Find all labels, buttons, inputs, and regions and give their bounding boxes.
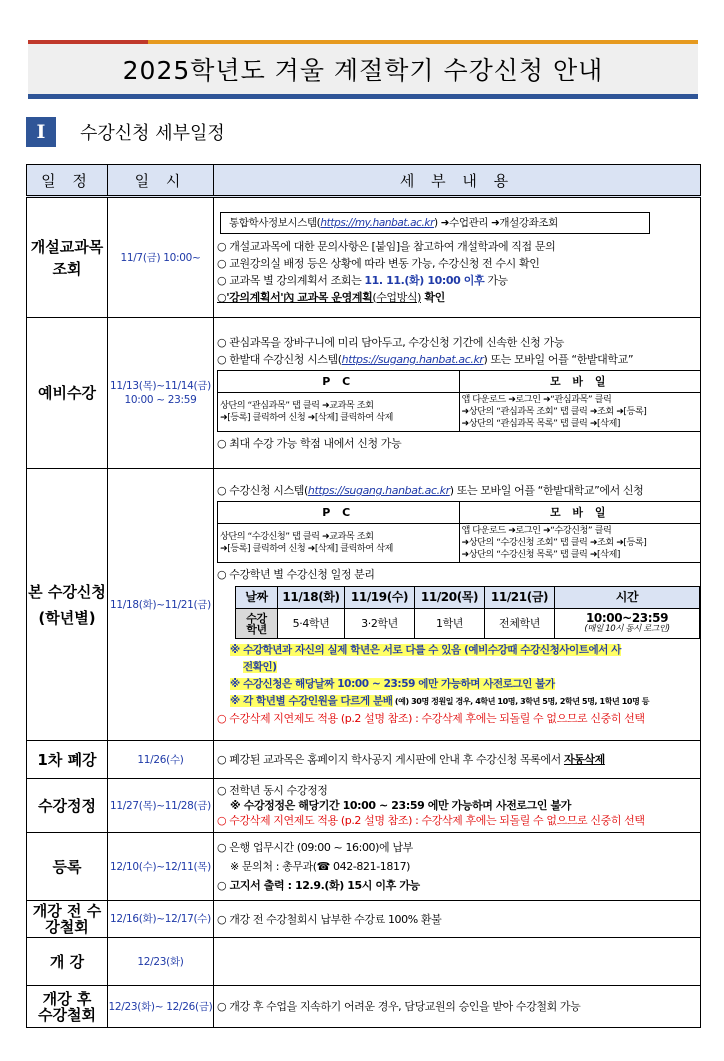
detail-line: ○ 전학년 동시 수강정정 — [217, 784, 328, 797]
grade-label: 수강 학년 — [236, 609, 278, 639]
grade-cell: 전체학년 — [485, 609, 555, 639]
mobile-header: 모 바 일 — [459, 371, 701, 393]
row-date: 11/18(화)~11/21(금) — [108, 469, 214, 741]
detail-line: ※ 수강정정은 해당기간 10:00 ~ 23:59 에만 가능하며 사전로그인 불가 — [230, 799, 571, 812]
table-row — [27, 469, 701, 741]
header-detail: 세 부 내 용 — [214, 165, 701, 197]
detail-line: ○ 개설교과목에 대한 문의사항은 [붙임]을 참고하여 개설학과에 직접 문의 — [217, 239, 556, 253]
title-box — [28, 44, 698, 94]
row-date: 11/13(목)~11/14(금) 10:00 ~ 23:59 — [108, 318, 214, 469]
sugang-link[interactable]: https://sugang.hanbat.ac.kr — [307, 484, 450, 497]
pc-mobile-table — [217, 501, 701, 563]
row-detail — [214, 938, 701, 986]
row-detail — [214, 469, 701, 741]
warning-line: ○ 수강삭제 지연제도 적용 (p.2 설명 참조) : 수강삭제 후에는 되돌릴 수 없으므로 신중히 선택 — [217, 814, 645, 827]
note-line: ※ 수강신청은 해당날짜 10:00 ~ 23:59 에만 가능하며 사전로그인 불가 — [230, 678, 555, 690]
note-line: 전확인) — [243, 661, 277, 673]
row-label: 개설교과목 조회 — [27, 197, 108, 318]
path-text-post: ) ➜수업관리 ➜개설강좌조회 — [434, 216, 558, 229]
table-row — [27, 938, 701, 986]
row-detail — [214, 318, 701, 469]
row-date: 12/23(화)~ 12/26(금) — [108, 986, 214, 1028]
detail-line: ○ 수강학년 별 수강신청 일정 분리 — [217, 568, 375, 581]
detail-line: ○ 교원강의실 배정 등은 상황에 따라 변동 가능, 수강신청 전 수시 확인 — [217, 256, 540, 270]
path-text: 통합학사정보시스템( — [229, 216, 321, 229]
row-detail — [214, 197, 701, 318]
row-detail — [214, 833, 701, 901]
detail-line: ○ 폐강된 교과목은 홈페이지 학사공지 게시판에 안내 후 수강신청 목록에서 자동삭제 — [217, 753, 605, 766]
detail-line: ○ 최대 수강 가능 학점 내에서 신청 가능 — [217, 437, 402, 450]
detail-line: ○'강의계획서'內 교과목 운영계획(수업방식) 확인 — [217, 290, 445, 304]
row-detail — [214, 779, 701, 833]
table-row — [27, 318, 701, 469]
header-schedule: 일 정 — [27, 165, 108, 197]
table-row — [27, 741, 701, 779]
pc-header: P C — [218, 502, 460, 524]
detail-line: ○ 수강신청 시스템(https://sugang.hanbat.ac.kr) 또는 모바일 어플 “한밭대학교”에서 신청 — [217, 484, 644, 497]
grade-header: 11/18(화) — [278, 587, 345, 609]
pc-steps: 상단의 “관심과목” 탭 클릭 ➜교과목 조회 ➜[등록] 클릭하여 신청 ➜[삭제] 클릭하여 삭제 — [218, 393, 460, 432]
detail-line: ○ 개강 전 수강철회시 납부한 수강료 100% 환불 — [217, 912, 442, 926]
table-row — [27, 779, 701, 833]
title-bottom-bar — [28, 94, 698, 99]
row-detail — [214, 741, 701, 779]
mobile-steps: 앱 다운로드 ➜로그인 ➜“관심과목” 클릭 ➜상단의 “관심과목 조회” 탭 클릭 ➜조회 ➜[등록] ➜상단의 “관심과목 목록” 탭 클릭 ➜[삭제] — [459, 393, 701, 432]
row-label: 개강 후 수강철회 — [27, 986, 108, 1028]
grade-schedule-table — [235, 586, 700, 639]
page-title: 2025학년도 겨울 계절학기 수강신청 안내 — [122, 56, 604, 85]
table-header — [27, 165, 701, 197]
warning-line: ○ 수강삭제 지연제도 적용 (p.2 설명 참조) : 수강삭제 후에는 되돌릴 수 없으므로 신중히 선택 — [217, 712, 645, 725]
grade-cell: 1학년 — [415, 609, 485, 639]
row-date: 12/10(수)~12/11(목) — [108, 833, 214, 901]
grade-time: 10:00~23:59 (매일 10시 동시 로그인) — [555, 609, 700, 639]
table-row — [27, 833, 701, 901]
row-label: 1차 폐강 — [27, 741, 108, 779]
row-detail — [214, 986, 701, 1028]
grade-header: 11/21(금) — [485, 587, 555, 609]
row-label: 본 수강신청 (학년별) — [27, 469, 108, 741]
detail-line: ※ 문의처 : 총무과(☎ 042-821-1817) — [230, 860, 411, 873]
grade-header: 날짜 — [236, 587, 278, 609]
note-line: ※ 수강학년과 자신의 실제 학년은 서로 다를 수 있음 (예비수강때 수강신청사이트에서 사 — [230, 644, 622, 656]
sugang-link[interactable]: https://sugang.hanbat.ac.kr — [341, 353, 484, 366]
table-row — [27, 197, 701, 318]
detail-line: ○ 한밭대 수강신청 시스템(https://sugang.hanbat.ac.kr) 또는 모바일 어플 “한밭대학교” — [217, 353, 634, 366]
section-title: 수강신청 세부일정 — [80, 123, 225, 144]
grade-header: 11/19(수) — [345, 587, 415, 609]
row-date: 11/27(목)~11/28(금) — [108, 779, 214, 833]
grade-header: 시간 — [555, 587, 700, 609]
pc-mobile-table — [217, 370, 701, 432]
row-date: 11/26(수) — [108, 741, 214, 779]
schedule-table — [26, 164, 701, 1028]
row-label: 수강정정 — [27, 779, 108, 833]
detail-line: ○ 개강 후 수업을 지속하기 어려운 경우, 담당교원의 승인을 받아 수강철회 가능 — [217, 1000, 581, 1013]
row-date: 12/23(화) — [108, 938, 214, 986]
path-box — [220, 212, 650, 234]
detail-line: ○ 은행 업무시간 (09:00 ~ 16:00)에 납부 — [217, 841, 413, 854]
grade-header: 11/20(목) — [415, 587, 485, 609]
detail-line: ○ 관심과목을 장바구니에 미리 담아두고, 수강신청 기간에 신속한 신청 가능 — [217, 336, 564, 349]
detail-line: ○ 교과목 별 강의계획서 조회는 11. 11.(화) 10:00 이후 가능 — [217, 273, 508, 287]
syllabus-date: 11. 11.(화) 10:00 이후 — [364, 273, 485, 287]
detail-line: ○ 고지서 출력 : 12.9.(화) 15시 이후 가능 — [217, 879, 420, 892]
table-row — [27, 901, 701, 938]
row-label: 예비수강 — [27, 318, 108, 469]
row-label: 개 강 — [27, 938, 108, 986]
row-date: 12/16(화)~12/17(수) — [108, 901, 214, 938]
mobile-steps: 앱 다운로드 ➜로그인 ➜“수강신청” 클릭 ➜상단의 “수강신청 조회” 탭 클릭 ➜조회 ➜[등록] ➜상단의 “수강신청 목록” 탭 클릭 ➜[삭제] — [459, 524, 701, 563]
grade-cell: 5·4학년 — [278, 609, 345, 639]
mobile-header: 모 바 일 — [459, 502, 701, 524]
grade-cell: 3·2학년 — [345, 609, 415, 639]
section-number: I — [26, 117, 56, 147]
note-line: ※ 각 학년별 수강인원을 다르게 분배 (예) 30명 정원일 경우, 4학년 10명, 3학년 5명, 2학년 5명, 1학년 10명 등 — [230, 695, 650, 707]
header-date: 일 시 — [108, 165, 214, 197]
pc-header: P C — [218, 371, 460, 393]
pc-steps: 상단의 “수강신청” 탭 클릭 ➜교과목 조회 ➜[등록] 클릭하여 신청 ➜[삭제] 클릭하여 삭제 — [218, 524, 460, 563]
row-label: 등록 — [27, 833, 108, 901]
row-date: 11/7(금) 10:00~ — [108, 197, 214, 318]
row-detail — [214, 901, 701, 938]
table-row — [27, 986, 701, 1028]
row-label: 개강 전 수강철회 — [27, 901, 108, 938]
portal-link[interactable]: https://my.hanbat.ac.kr — [320, 216, 435, 229]
